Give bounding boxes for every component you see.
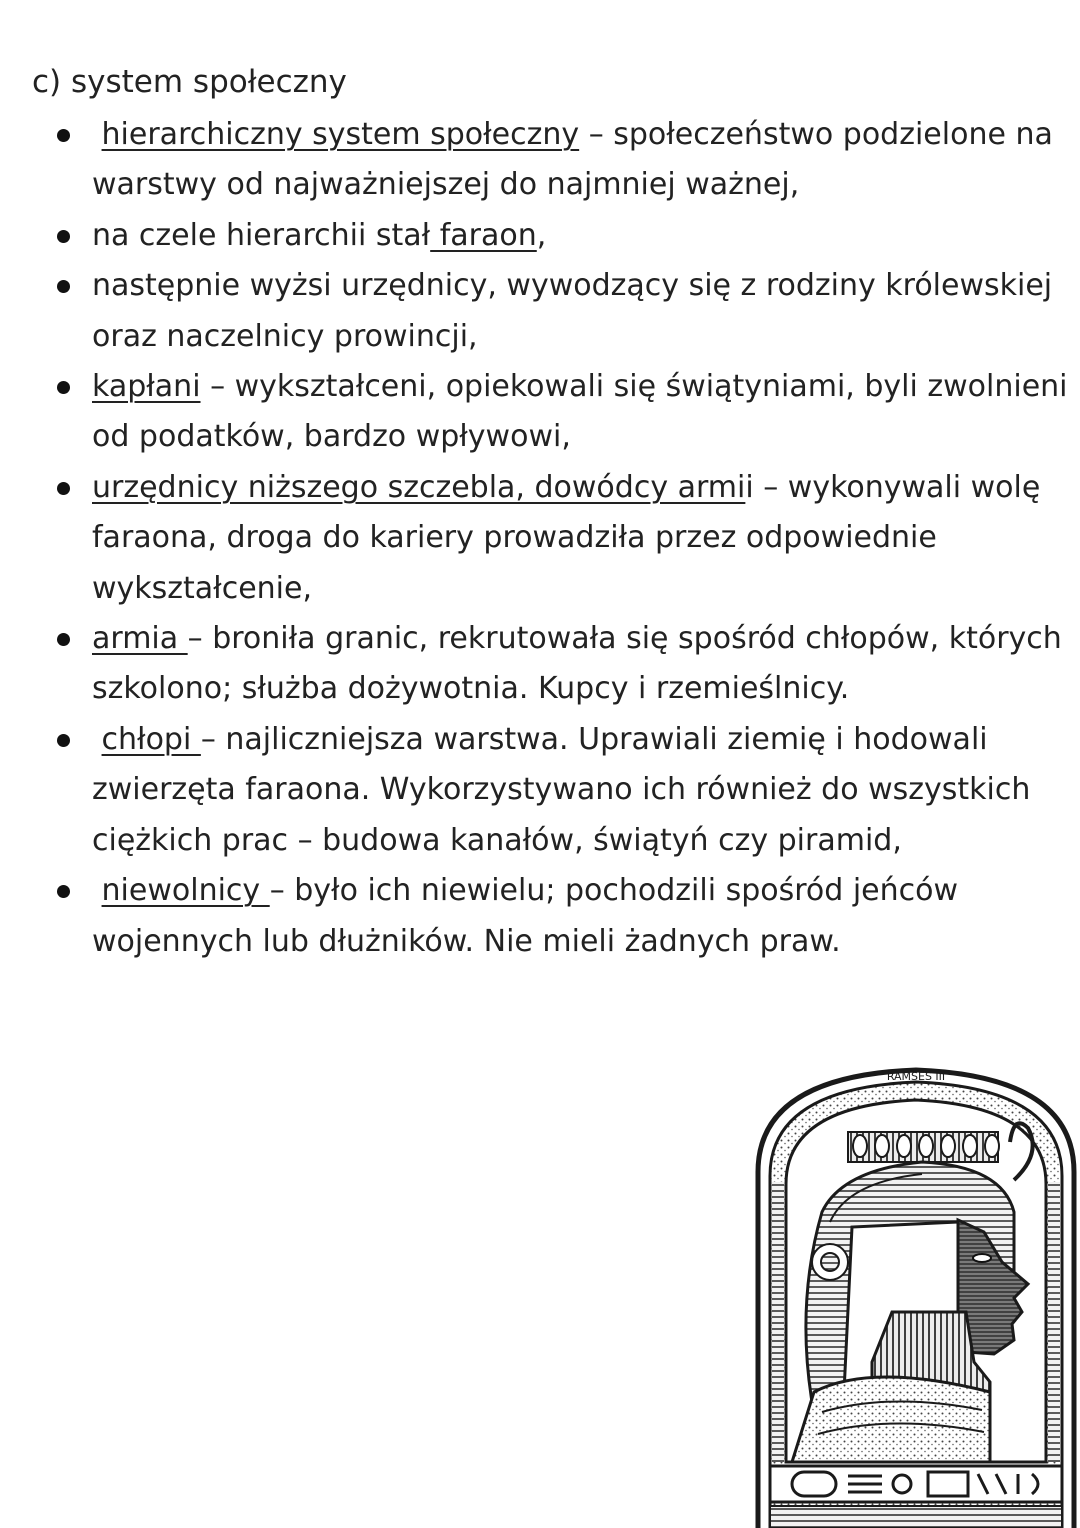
item-term: faraon (430, 217, 537, 253)
list-item-lower-officials (92, 463, 1077, 614)
item-term: armia (92, 621, 188, 657)
bullet-icon (57, 734, 70, 747)
item-term: kapłani (92, 369, 201, 405)
bullet-icon (57, 381, 70, 394)
list-item-pharaoh (92, 211, 1077, 261)
bullet-icon (57, 280, 70, 293)
bullet-icon (57, 885, 70, 898)
item-term: niewolnicy (101, 873, 270, 909)
item-text: – broniła granic, rekrutowała się spośród chłopów, których szkolono; służba dożywotnia. Kupcy i rzemieślnicy. (92, 621, 1062, 707)
list-item-slaves (92, 866, 1077, 967)
list-item-peasants (92, 715, 1077, 866)
social-hierarchy-list (92, 110, 1077, 967)
item-lead: na czele hierarchii stał (92, 217, 431, 253)
item-text: – wykształceni, opiekowali się świątyniami, byli zwolnieni od podatków, bardzo wpływowi, (92, 369, 1068, 455)
item-lead (92, 722, 102, 757)
item-text: i – wykonywali wolę faraona, droga do kariery prowadziła przez odpowiednie wykształcenie, (92, 469, 1041, 606)
item-text: , (536, 217, 547, 253)
list-item-priests (92, 362, 1077, 463)
section-title: c) system społeczny (32, 64, 347, 100)
cartouche-label: RAMSES III (886, 1070, 946, 1083)
bullet-icon (57, 129, 70, 142)
item-lead (92, 873, 102, 908)
bullet-icon (57, 230, 70, 243)
item-text: – było ich niewielu; pochodzili spośród jeńców wojennych lub dłużników. Nie mieli żadnych praw. (92, 873, 959, 959)
item-text: – społeczeństwo podzielone na warstwy od najważniejszej do najmniej ważnej, (92, 117, 1053, 203)
list-item-army (92, 614, 1077, 715)
list-item-hierarchy (92, 110, 1077, 211)
pharaoh-engraving-icon (752, 1062, 1080, 1528)
item-term: chłopi (101, 721, 201, 757)
item-text: – najliczniejsza warstwa. Uprawiali ziemię i hodowali zwierzęta faraona. Wykorzystywano ich również do wszystkich ciężkich prac – budowa kanałów, świątyń czy piramid, (92, 721, 1031, 858)
pharaoh-illustration (752, 1062, 1080, 1528)
item-lead (92, 117, 102, 152)
bullet-icon (57, 633, 70, 646)
item-term: hierarchiczny system społeczny (101, 117, 580, 152)
item-term: urzędnicy niższego szczebla, dowódcy armi (92, 469, 746, 505)
list-item-high-officials (92, 261, 1077, 362)
item-text: następnie wyżsi urzędnicy, wywodzący się z rodziny królewskiej oraz naczelnicy prowincji, (92, 268, 1053, 354)
bullet-icon (57, 482, 70, 495)
